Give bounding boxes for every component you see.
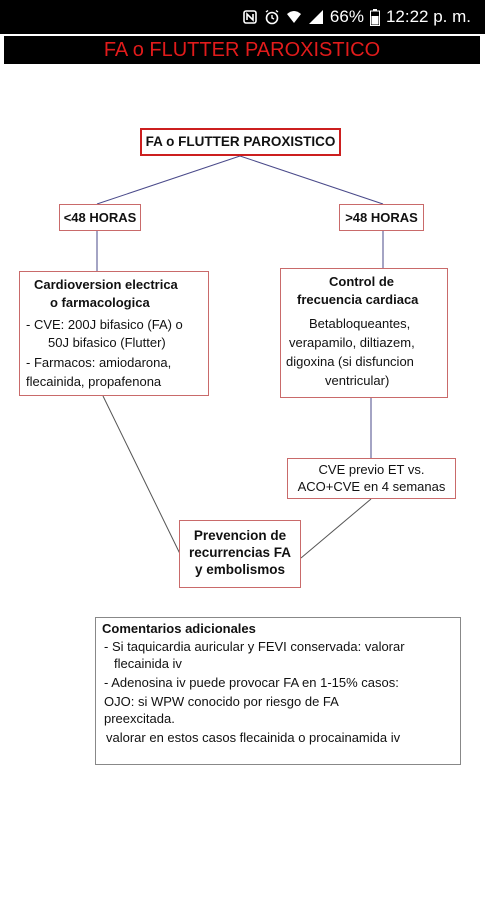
prevention-box bbox=[179, 520, 301, 588]
battery-percent: 66% bbox=[329, 7, 364, 26]
rate-control-title-1: Control de bbox=[329, 274, 394, 289]
comments-title: Comentarios adicionales bbox=[102, 621, 256, 636]
branch-less-48h bbox=[59, 204, 141, 231]
rate-control-line-2: verapamilo, diltiazem, bbox=[289, 335, 415, 350]
cardioversion-box bbox=[19, 271, 209, 396]
comments-box bbox=[95, 617, 461, 765]
cardioversion-title-2: o farmacologica bbox=[50, 295, 150, 310]
root-label: FA o FLUTTER PAROXISTICO bbox=[145, 134, 336, 149]
clock: 12:22 p. m. bbox=[385, 7, 471, 26]
root-box bbox=[140, 128, 341, 156]
cve-box bbox=[287, 458, 456, 499]
cardioversion-line-4: flecainida, propafenona bbox=[26, 374, 162, 389]
cardioversion-line-1: - CVE: 200J bifasico (FA) o bbox=[26, 317, 183, 332]
rate-control-line-3: digoxina (si disfuncion bbox=[286, 354, 414, 369]
prevention-line-3: y embolismos bbox=[194, 562, 286, 577]
rate-control-box bbox=[280, 268, 448, 398]
connector-cve-prevention bbox=[301, 499, 371, 558]
rate-control-title-2: frecuencia cardiaca bbox=[297, 292, 419, 307]
branch-more-48h bbox=[339, 204, 424, 231]
prevention-line-2: recurrencias FA bbox=[188, 545, 292, 560]
cve-line-1: CVE previo ET vs. bbox=[318, 462, 425, 477]
prevention-line-1: Prevencion de bbox=[193, 528, 287, 543]
cve-line-2: ACO+CVE en 4 semanas bbox=[297, 479, 446, 494]
connector-root-right bbox=[240, 156, 383, 204]
comments-line-5: preexcitada. bbox=[104, 711, 175, 726]
cardioversion-title-1: Cardioversion electrica bbox=[34, 277, 178, 292]
rate-control-line-1: Betabloqueantes, bbox=[309, 316, 411, 331]
comments-line-4: OJO: si WPW conocido por riesgo de FA bbox=[104, 694, 339, 709]
cardioversion-line-2: 50J bifasico (Flutter) bbox=[48, 335, 166, 350]
comments-line-2: flecainida iv bbox=[114, 656, 182, 671]
connector-leftbox-prevention bbox=[103, 396, 183, 560]
cardioversion-line-3: - Farmacos: amiodarona, bbox=[26, 355, 172, 370]
comments-line-1: - Si taquicardia auricular y FEVI conservada: valorar bbox=[104, 639, 405, 654]
connector-root-left bbox=[97, 156, 240, 204]
comments-line-3: - Adenosina iv puede provocar FA en 1-15% casos: bbox=[104, 675, 399, 690]
branch-more-48h-label: >48 HORAS bbox=[345, 210, 418, 225]
comments-line-6: valorar en estos casos flecainida o procainamida iv bbox=[106, 730, 401, 745]
rate-control-line-4: ventricular) bbox=[325, 373, 390, 388]
branch-less-48h-label: <48 HORAS bbox=[63, 210, 137, 225]
page-title: FA o FLUTTER PAROXISTICO bbox=[103, 39, 381, 61]
